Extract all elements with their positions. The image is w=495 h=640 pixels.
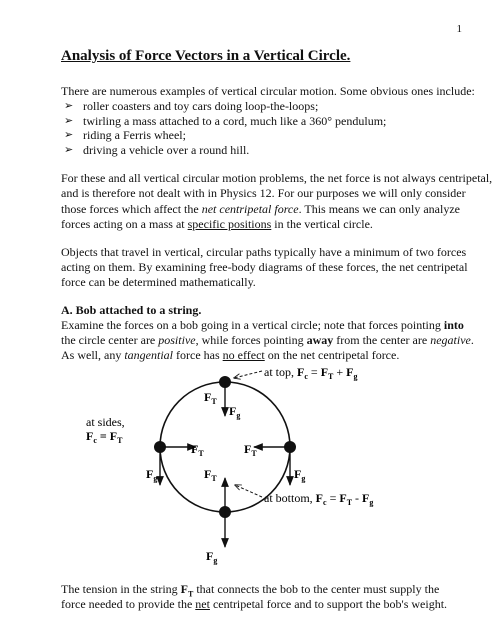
paragraph-line: and is therefore not dealt with in Physics 12. For our purposes we will only consider [61, 186, 466, 200]
bottom-tension-label: $F_T$ [204, 467, 217, 483]
sides-label: at sides, [86, 415, 125, 429]
paragraph-line: The tension in the string $F_T$ that connects the bob to the center must supply the [61, 582, 440, 599]
paragraph-line: the circle center are positive, while forces pointing away from the center are negative. [61, 333, 474, 347]
paragraph-line: forces acting on a mass at specific positions in the vertical circle. [61, 217, 373, 231]
left-gravity-label: $F_g$ [146, 467, 158, 483]
paragraph-line: force can be determined mathematically. [61, 275, 256, 289]
paragraph-line: acting on them. By examining free-body diagrams of these forces, the net centripetal [61, 260, 468, 274]
top-equation: at top, $F_c = F_T + F_g$ [264, 365, 358, 381]
right-gravity-label: $F_g$ [294, 467, 306, 483]
top-tension-label: $F_T$ [204, 390, 217, 406]
page-number: 1 [456, 23, 462, 35]
paragraph-line: force needed to provide the net centripetal force and to support the bob's weight. [61, 597, 448, 611]
page-title: Analysis of Force Vectors in a Vertical Circle. [61, 48, 351, 64]
list-item: ➢ riding a Ferris wheel; [64, 128, 186, 142]
right-tension-label: $F_T$ [244, 442, 257, 458]
list-item: ➢ twirling a mass attached to a cord, much like a 360° pendulum; [64, 113, 387, 128]
sides-equation: $F_c = F_T$ [86, 429, 123, 445]
paragraph-line: those forces which affect the net centripetal force. This means we can only analyze [61, 202, 460, 216]
intro-line: There are numerous examples of vertical circular motion. Some obvious ones include: [61, 84, 475, 98]
bottom-pointer-line [235, 485, 262, 497]
list-item: ➢ roller coasters and toy cars doing loop-the-loops; [64, 99, 319, 113]
section-heading: A. Bob attached to a string. [61, 303, 202, 317]
left-tension-label: $F_T$ [191, 442, 204, 458]
arrow-bullet-icon: ➢ [64, 129, 74, 141]
paragraph-line: For these and all vertical circular motion problems, the net force is not always centripetal, [61, 171, 493, 185]
bottom-equation: at bottom, $F_c = F_T - F_g$ [264, 491, 374, 507]
arrow-bullet-icon: ➢ [64, 100, 74, 112]
paragraph-line: As well, any tangential force has no effect on the net centripetal force. [61, 348, 400, 362]
arrow-bullet-icon: ➢ [64, 143, 74, 156]
paragraph-line: Examine the forces on a bob going in a vertical circle; note that forces pointing into [61, 318, 464, 332]
arrow-bullet-icon: ➢ [64, 114, 74, 127]
bottom-gravity-label: $F_g$ [206, 549, 218, 565]
top-pointer-line [234, 371, 262, 378]
top-gravity-label: $F_g$ [229, 404, 241, 420]
list-item: ➢ driving a vehicle over a round hill. [64, 142, 250, 157]
paragraph-line: Objects that travel in vertical, circular paths typically have a minimum of two forces [61, 245, 467, 259]
